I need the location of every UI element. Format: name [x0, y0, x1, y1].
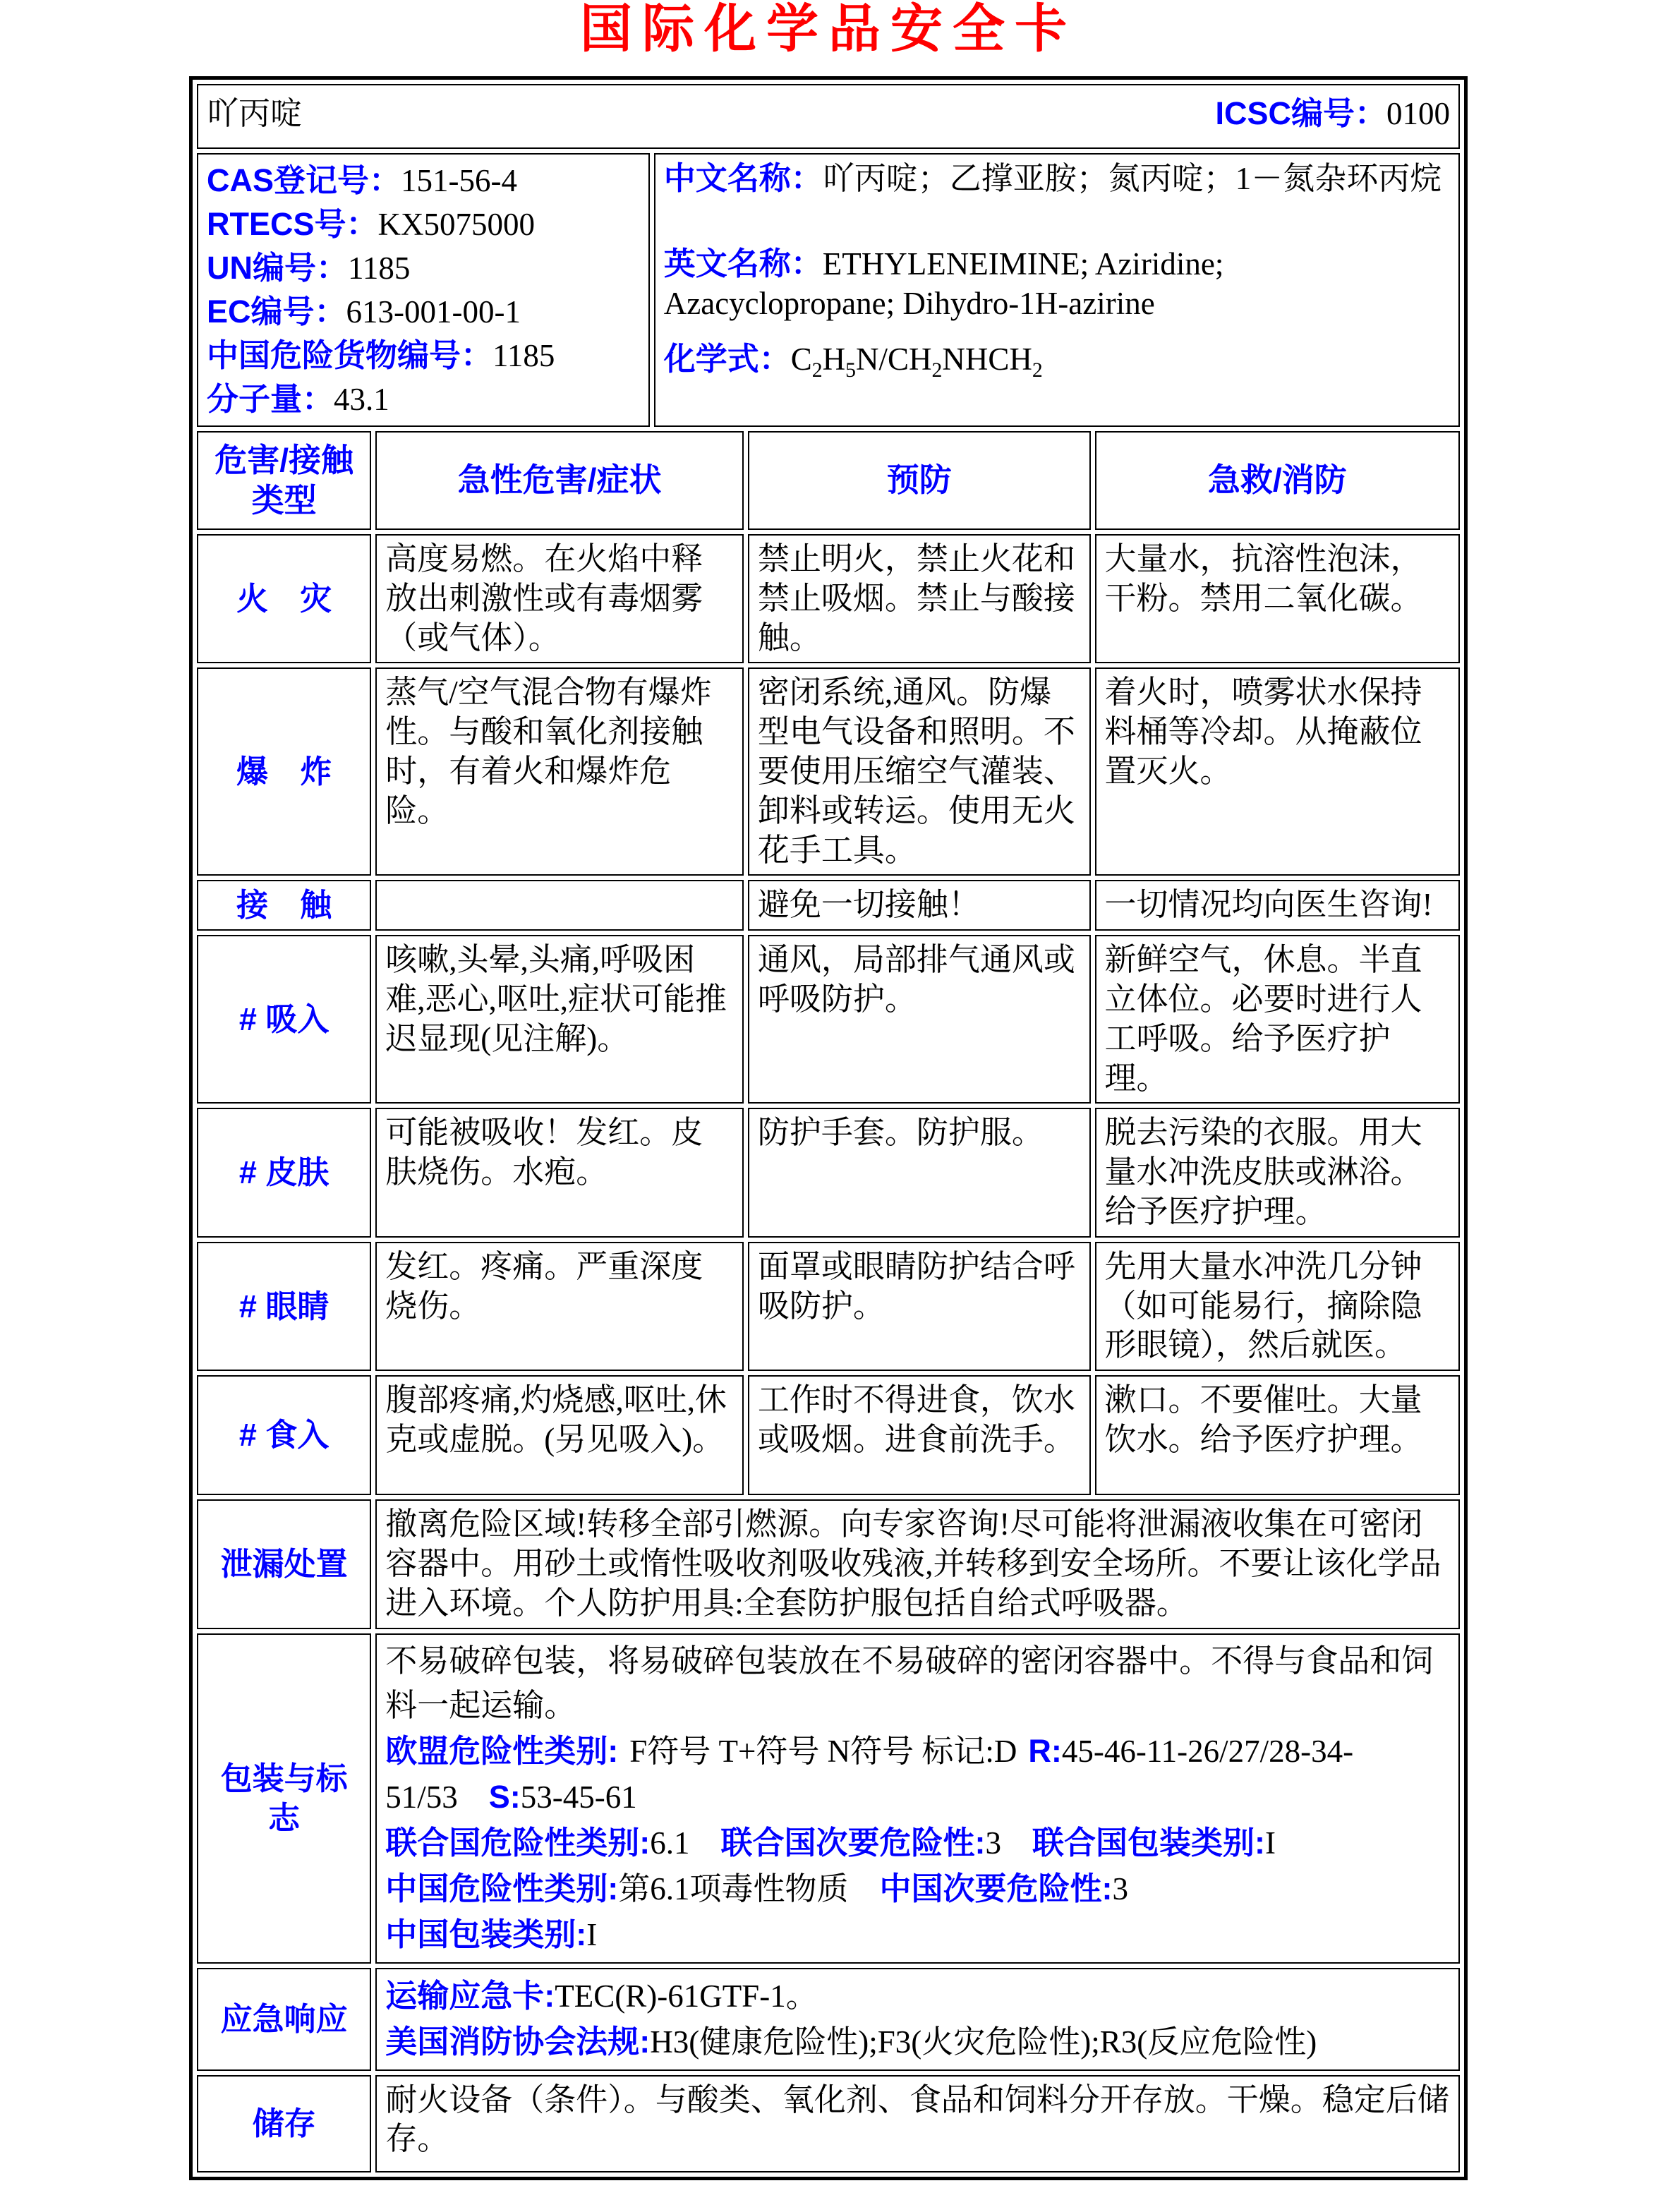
- explosion-response: 着火时，喷雾状水保持料桶等冷却。从掩蔽位置灭火。: [1095, 667, 1460, 876]
- hazard-row-inhalation: [197, 935, 1460, 1104]
- storage-row: [197, 2075, 1460, 2172]
- packaging-cell: [375, 1633, 1460, 1964]
- contact-response: 一切情况均向医生咨询!: [1095, 880, 1460, 931]
- header-symptoms: 急性危害/症状: [375, 431, 744, 530]
- icsc-number-label: ICSC编号：: [1215, 95, 1386, 131]
- inhalation-type-label: # 吸入: [197, 935, 371, 1104]
- hazard-row-eyes: [197, 1242, 1460, 1371]
- header-response: 急救/消防: [1095, 431, 1460, 530]
- chinese-name-line: 中文名称：吖丙啶；乙撑亚胺；氮丙啶；1－氮杂环丙烷: [663, 160, 1442, 196]
- info-row: [197, 153, 1460, 427]
- eyes-prevention: 面罩或眼睛防护结合呼吸防护。: [748, 1242, 1091, 1371]
- tec-line: 运输应急卡:TEC(R)-61GTF-1。: [385, 1977, 818, 2014]
- fire-response: 大量水，抗溶性泡沫，干粉。禁用二氧化碳。: [1095, 534, 1460, 663]
- skin-symptoms: 可能被吸收！发红。皮肤烧伤。水疱。: [375, 1108, 744, 1237]
- spill-text: 撤离危险区域!转移全部引燃源。向专家咨询!尽可能将泄漏液收集在可密闭容器中。用砂土或惰性吸收剂吸收残液,并转移到安全场所。不要让该化学品进入环境。个人防护用具:全套防护服包括自给式呼吸器。: [375, 1499, 1460, 1628]
- hazard-row-fire: [197, 534, 1460, 663]
- icsc-number-value: 0100: [1386, 96, 1450, 131]
- storage-label: 储存: [197, 2075, 371, 2172]
- hazard-row-ingestion: [197, 1375, 1460, 1495]
- name-row: [197, 84, 1460, 149]
- name-bar-cell: [197, 84, 1460, 149]
- fire-type-label: 火 灾: [197, 534, 371, 663]
- card-table: [193, 80, 1464, 2177]
- nfpa-line: 美国消防协会法规:H3(健康危险性);F3(火灾危险性);R3(反应危险性): [385, 2023, 1317, 2060]
- hazard-row-skin: [197, 1108, 1460, 1237]
- cn-packing-line: 中国包装类别:I: [385, 1916, 598, 1952]
- header-hazard-type: 危害/接触类型: [197, 431, 371, 530]
- explosion-symptoms: 蒸气/空气混合物有爆炸性。与酸和氧化剂接触时，有着火和爆炸危险。: [375, 667, 744, 876]
- eyes-symptoms: 发红。疼痛。严重深度烧伤。: [375, 1242, 744, 1371]
- ec-number-line: EC编号：613-001-00-1: [207, 294, 521, 330]
- cas-number-line: CAS登记号：151-56-4: [207, 162, 517, 198]
- explosion-prevention: 密闭系统,通风。防爆型电气设备和照明。不要使用压缩空气灌装、卸料或转运。使用无火花手工具。: [748, 667, 1091, 876]
- inhalation-response: 新鲜空气，休息。半直立体位。必要时进行人工呼吸。给予医疗护理。: [1095, 935, 1460, 1104]
- skin-response: 脱去污染的衣服。用大量水冲洗皮肤或淋浴。给予医疗护理。: [1095, 1108, 1460, 1237]
- fire-symptoms: 高度易燃。在火焰中释放出刺激性或有毒烟雾（或气体）。: [375, 534, 744, 663]
- storage-text: 耐火设备（条件）。与酸类、氧化剂、食品和饲料分开存放。干燥。稳定后储存。: [375, 2075, 1460, 2172]
- hazard-row-explosion: [197, 667, 1460, 876]
- un-classification-line: 联合国危险性类别:6.1 联合国次要危险性:3 联合国包装类别:I: [385, 1825, 1276, 1861]
- header-prevention: 预防: [748, 431, 1091, 530]
- ingestion-symptoms: 腹部疼痛,灼烧感,呕吐,休克或虚脱。(另见吸入)。: [375, 1375, 744, 1495]
- chemical-formula: $C_2H_5N/CH_2NHCH_2$: [790, 342, 1043, 382]
- eu-classification-line: 欧盟危险性类别: F符号 T+符号 N符号 标记:D R:45-46-11-26/27/28-34-51/53 S:53-45-61: [385, 1733, 1354, 1815]
- emergency-cell: [375, 1968, 1460, 2071]
- inhalation-prevention: 通风，局部排气通风或呼吸防护。: [748, 935, 1091, 1104]
- safety-card: [189, 76, 1468, 2180]
- un-number-line: UN编号：1185: [207, 250, 411, 286]
- icsc-page: [189, 0, 1468, 2180]
- eyes-response: 先用大量水冲洗几分钟（如可能易行，摘除隐形眼镜），然后就医。: [1095, 1242, 1460, 1371]
- ingestion-response: 漱口。不要催吐。大量饮水。给予医疗护理。: [1095, 1375, 1460, 1495]
- formula-line: [664, 339, 1450, 384]
- spill-label: 泄漏处置: [197, 1499, 371, 1628]
- hazard-header-row: [197, 431, 1460, 530]
- english-name-line: 英文名称：ETHYLENEIMINE; Aziridine; Azacyclopropane; Dihydro-1H-azirine: [663, 245, 1224, 322]
- skin-type-label: # 皮肤: [197, 1108, 371, 1237]
- contact-symptoms: [375, 880, 744, 931]
- molecular-weight-line: 分子量：43.1: [207, 381, 389, 417]
- name-bar: [207, 90, 1450, 134]
- eyes-type-label: # 眼睛: [197, 1242, 371, 1371]
- cn-classification-line: 中国危险性类别:第6.1项毒性物质 中国次要危险性:3: [385, 1870, 1128, 1906]
- explosion-type-label: 爆 炸: [197, 667, 371, 876]
- substance-name: 吖丙啶: [207, 95, 303, 131]
- skin-prevention: 防护手套。防护服。: [748, 1108, 1091, 1237]
- hazard-row-contact: [197, 880, 1460, 931]
- packaging-intro: 不易破碎包装，将易破碎包装放在不易破碎的密闭容器中。不得与食品和饲料一起运输。: [385, 1643, 1434, 1724]
- icsc-number: [1215, 94, 1450, 134]
- ingestion-type-label: # 食入: [197, 1375, 371, 1495]
- names-cell: [654, 153, 1460, 427]
- identifiers-cell: [197, 153, 650, 427]
- emergency-row: [197, 1968, 1460, 2071]
- contact-prevention: 避免一切接触！: [748, 880, 1091, 931]
- ingestion-prevention: 工作时不得进食，饮水或吸烟。进食前洗手。: [748, 1375, 1091, 1495]
- fire-prevention: 禁止明火，禁止火花和禁止吸烟。禁止与酸接触。: [748, 534, 1091, 663]
- rtecs-number-line: RTECS号：KX5075000: [207, 206, 536, 242]
- page-title: 国际化学品安全卡: [580, 0, 1077, 59]
- contact-type-label: 接 触: [197, 880, 371, 931]
- packaging-label: 包装与标志: [197, 1633, 371, 1964]
- spill-row: [197, 1499, 1460, 1628]
- inhalation-symptoms: 咳嗽,头晕,头痛,呼吸困难,恶心,呕吐,症状可能推迟显现(见注解)。: [375, 935, 744, 1104]
- emergency-label: 应急响应: [197, 1968, 371, 2071]
- china-dg-number-line: 中国危险货物编号：1185: [207, 337, 555, 373]
- formula-label: 化学式：: [663, 341, 791, 377]
- packaging-row: [197, 1633, 1460, 1964]
